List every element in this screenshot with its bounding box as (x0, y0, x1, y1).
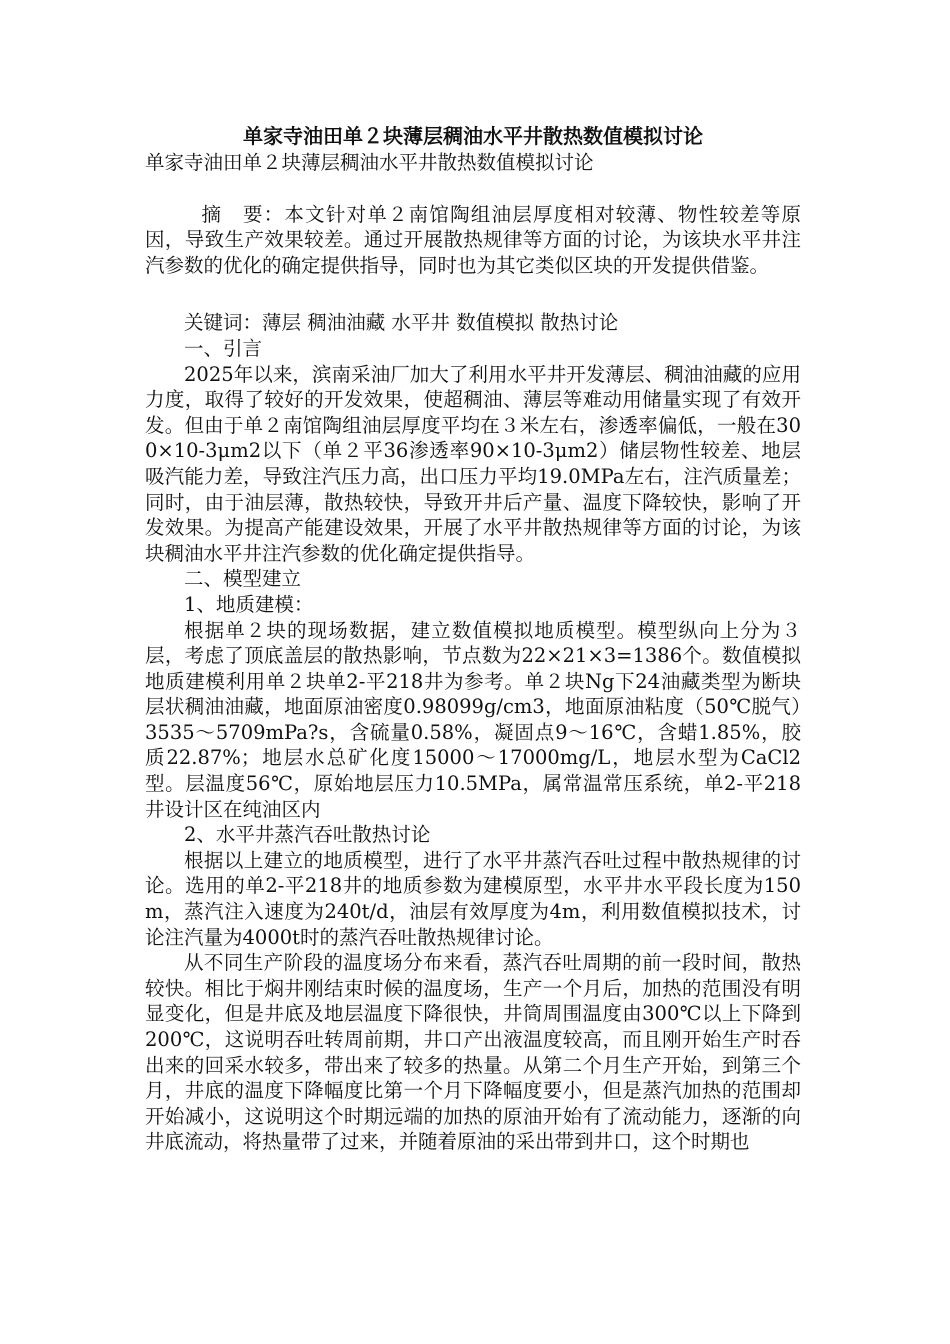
introduction-paragraph: 2025年以来，滨南采油厂加大了利用水平井开发薄层、稠油油藏的应用力度，取得了较好的开发效果，使超稠油、薄层等难动用储量实现了有效开发。但由于单２南馆陶组油层厚度平均在３米左右，渗透率偏低，一般在300×10-3μm2以下（单２平36渗透率90×10-3μm2）储层物性较差、地层吸汽能力差，导致注汽压力高，出口压力平均19.0MPa左右，注汽质量差；同时，由于油层薄，散热较快，导致开井后产量、温度下降较快，影响了开发效果。为提高产能建设效果，开展了水平井散热规律等方面的讨论，为该块稠油水平井注汽参数的优化确定提供指导。 (145, 362, 801, 565)
subsection-heading-heat-dissipation: 2、水平井蒸汽吞吐散热讨论 (184, 823, 431, 847)
heat-dissipation-paragraph-2: 从不同生产阶段的温度场分布来看，蒸汽吞吐周期的前一段时间，散热较快。相比于焖井刚结束时候的温度场，生产一个月后，加热的范围没有明显变化，但是井底及地层温度下降很快，井筒周围温度由300℃以上下降到200℃，这说明吞吐转周前期，井口产出液温度较高，而且刚开始生产时吞出来的回采水较多，带出来了较多的热量。从第二个月生产开始，到第三个月，井底的温度下降幅度比第一个月下降幅度要小，但是蒸汽加热的范围却开始减小，这说明这个时期远端的加热的原油开始有了流动能力，逐渐的向井底流动，将热量带了过来，并随着原油的采出带到井口，这个时期也 (145, 951, 801, 1154)
geological-modeling-paragraph: 根据单２块的现场数据，建立数值模拟地质模型。模型纵向上分为３层，考虑了顶底盖层的散热影响，节点数为22×21×3=1386个。数值模拟地质建模利用单２块单2-平218井为参考。单２块Ng下24油藏类型为断块层状稠油油藏，地面原油密度0.98099g/cm3，地面原油粘度（50℃脱气）3535～5709mPa?s，含硫量0.58%，凝固点9～16℃，含蜡1.85%，胶质22.87%；地层水总矿化度15000～17000mg/L，地层水型为CaCl2型。层温度56℃，原始地层压力10.5MPa，属常温常压系统，单2-平218井设计区在纯油区内 (145, 618, 801, 821)
abstract-paragraph: 摘 要：本文针对单２南馆陶组油层厚度相对较薄、物性较差等原因，导致生产效果较差。通过开展散热规律等方面的讨论，为该块水平井注汽参数的优化的确定提供指导，同时也为其它类似区块的开发提供借鉴。 (145, 202, 801, 277)
section-heading-model: 二、模型建立 (184, 567, 302, 591)
keywords-line: 关键词：薄层 稠油油藏 水平井 数值模拟 散热讨论 (184, 311, 619, 335)
document-subtitle: 单家寺油田单２块薄层稠油水平井散热数值模拟讨论 (145, 151, 594, 174)
subsection-heading-geological-modeling: 1、地质建模： (184, 592, 314, 616)
document-page (145, 122, 801, 1155)
document-title: 单家寺油田单２块薄层稠油水平井散热数值模拟讨论 (243, 124, 703, 148)
section-heading-introduction: 一、引言 (184, 336, 263, 360)
heat-dissipation-paragraph-1: 根据以上建立的地质模型，进行了水平井蒸汽吞吐过程中散热规律的讨论。选用的单2-平218井的地质参数为建模原型，水平井水平段长度为150m，蒸汽注入速度为240t/d，油层有效厚度为4m，利用数值模拟技术，讨论注汽量为4000t时的蒸汽吞吐散热规律讨论。 (145, 848, 801, 949)
